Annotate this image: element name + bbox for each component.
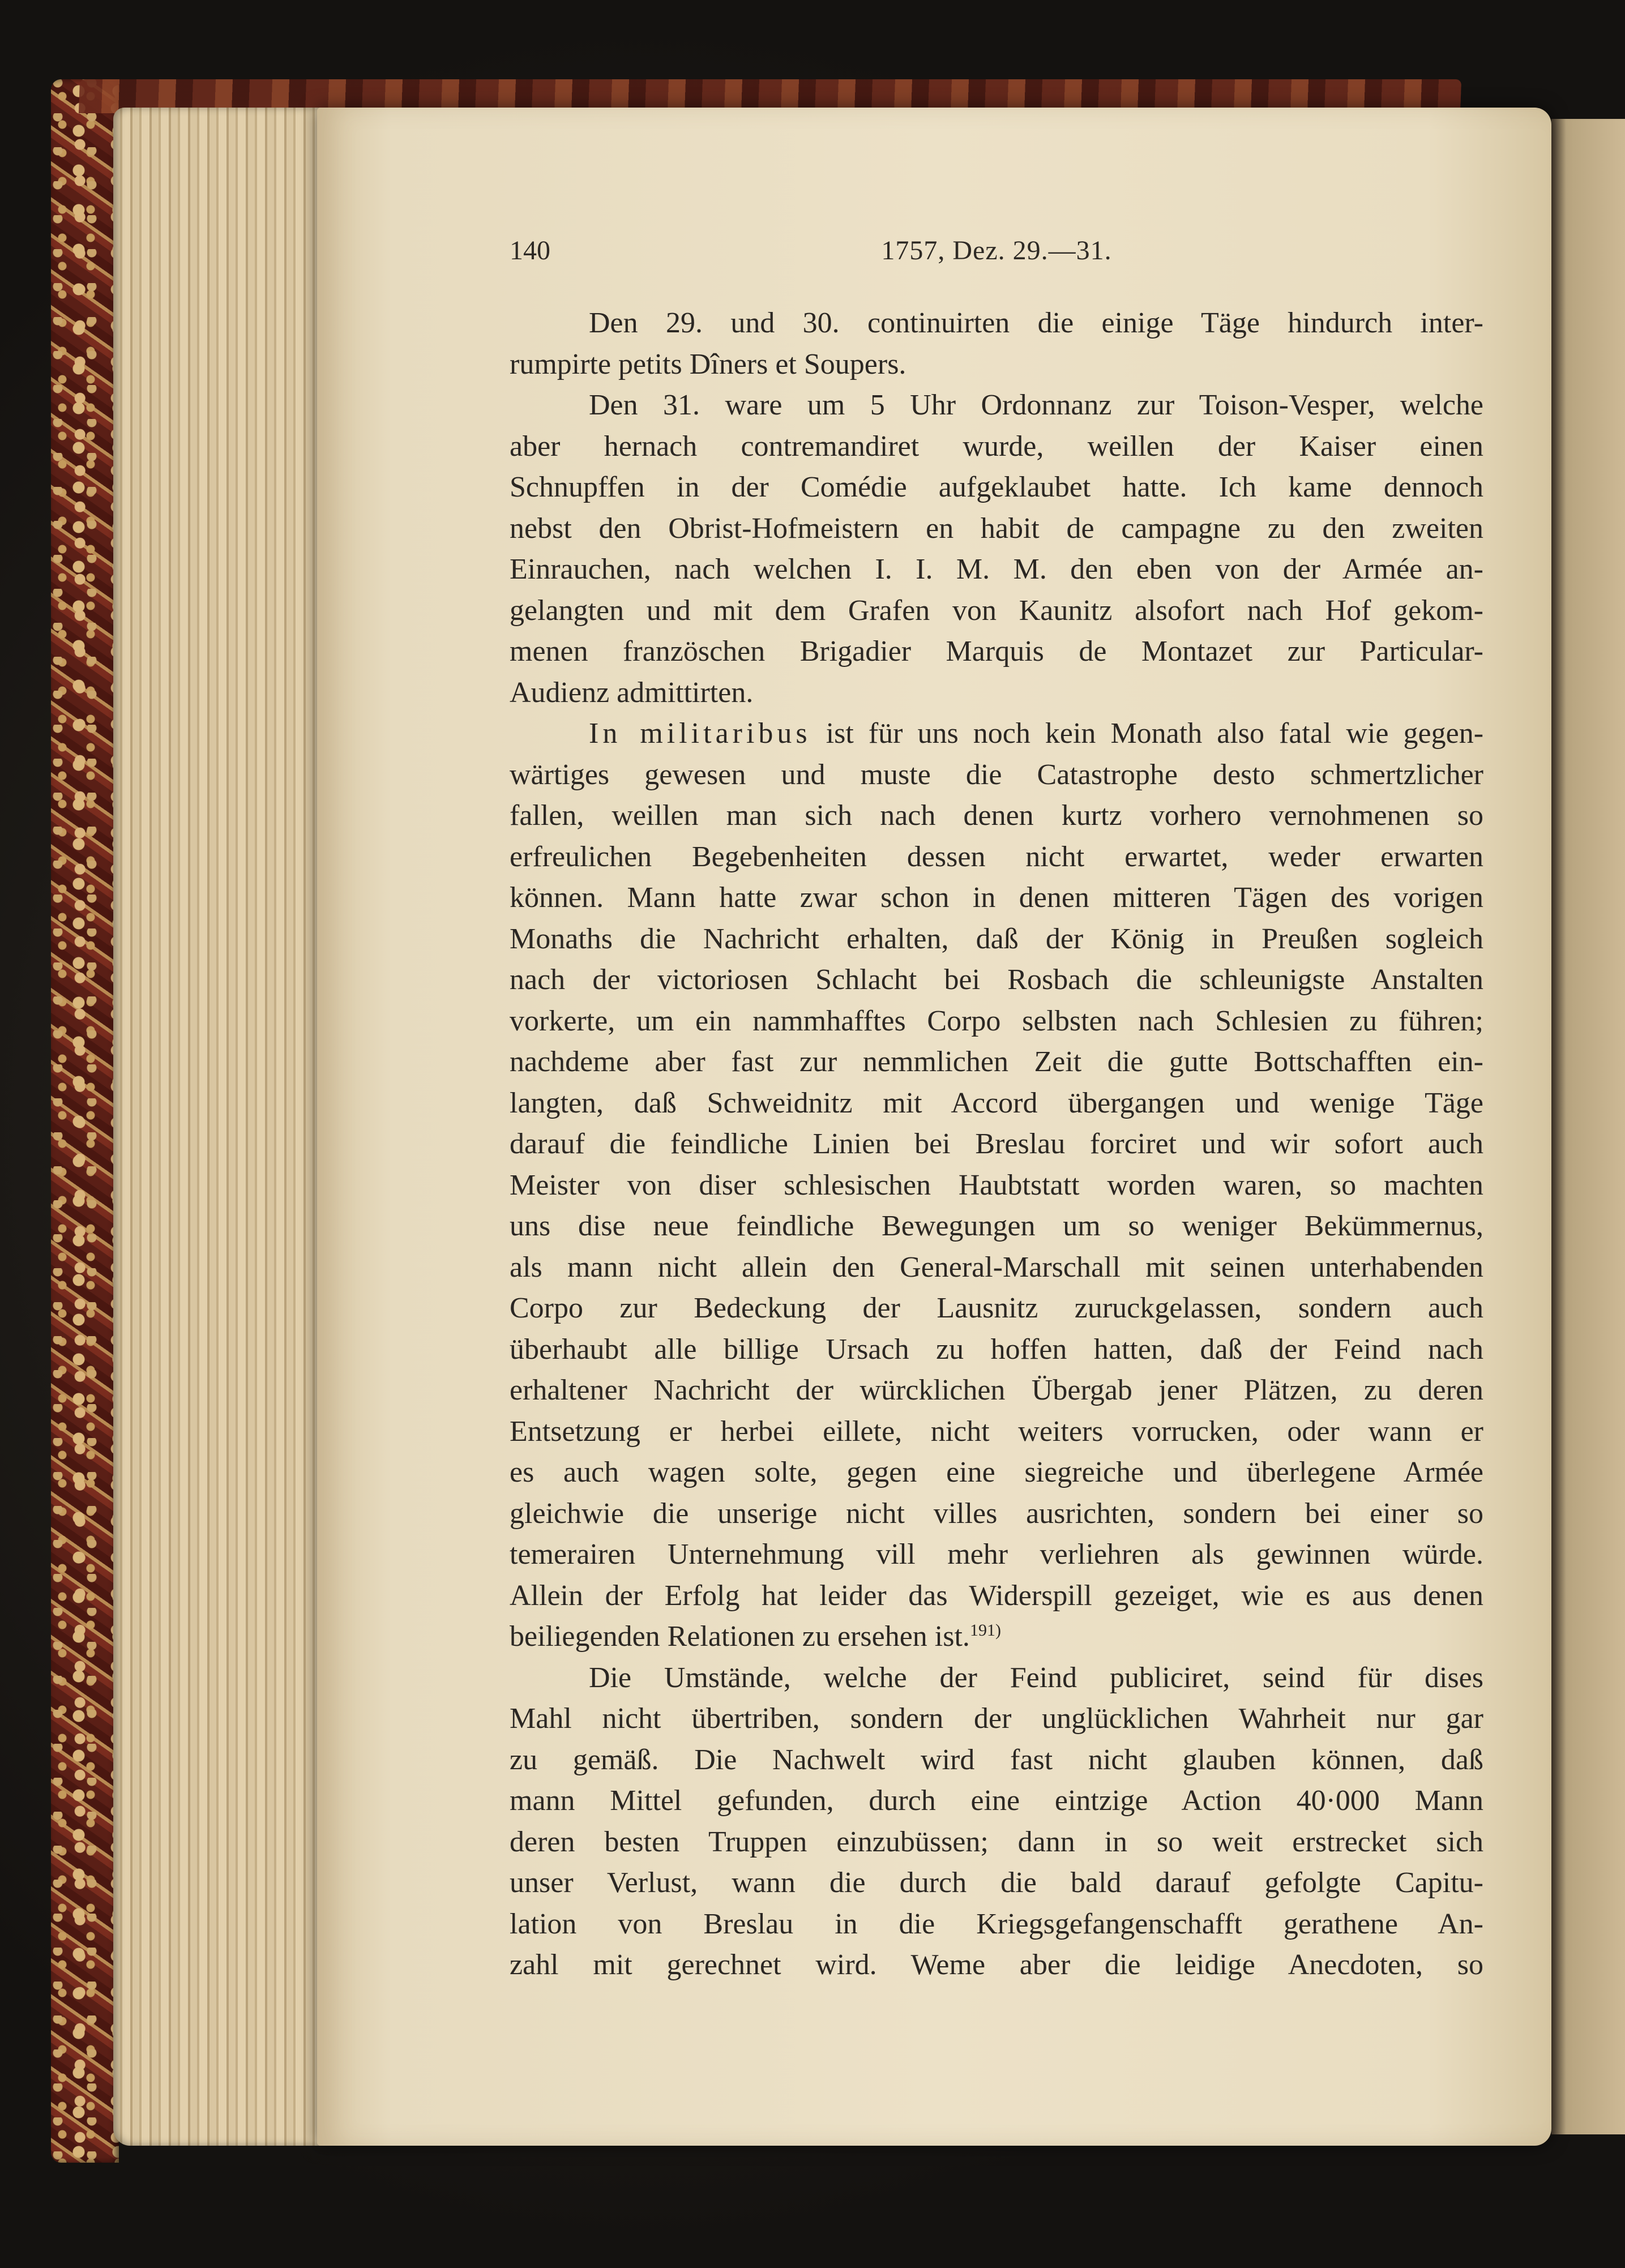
text-line: überhaubt alle billige Ursach zu hoffen hatten, daß der Feind nach [510, 1333, 1483, 1366]
text-line: Corpo zur Bedeckung der Lausnitz zuruckgelassen, sondern auch [510, 1292, 1483, 1324]
stacked-page-edges [113, 108, 328, 2146]
paragraph-2 [510, 385, 1483, 713]
text-line: rumpirte petits Dîners et Soupers. [510, 348, 906, 380]
text-line: temerairen Unternehmung vill mehr verliehren als gewinnen würde. [510, 1538, 1483, 1571]
text-line: menen französchen Brigadier Marquis de Montazet zur Particular- [510, 635, 1483, 667]
text-line: können. Mann hatte zwar schon in denen mitteren Tägen des vorigen [510, 881, 1483, 914]
text-line: aber hernach contremandiret wurde, weillen der Kaiser einen [510, 430, 1483, 463]
book-page [317, 108, 1551, 2146]
text-line: Allein der Erfolg hat leider das Widerspill gezeiget, wie es aus denen [510, 1579, 1483, 1612]
text-line: mann Mittel gefunden, durch eine eintzige Action 40·000 Mann [510, 1785, 1483, 1817]
spaced-emphasis: In militaribus [589, 717, 811, 750]
text-line [510, 713, 1483, 755]
page-header [510, 235, 1483, 280]
text-line: zahl mit gerechnet wird. Weme aber die leidige Anecdoten, so [510, 1949, 1483, 1981]
paragraph-4 [510, 1658, 1483, 1986]
text-line: Schnupffen in der Comédie aufgeklaubet hatte. Ich kame dennoch [510, 471, 1483, 503]
text-line: Meister von diser schlesischen Haubtstatt worden waren, so machten [510, 1169, 1483, 1201]
text-line: Monaths die Nachricht erhalten, daß der König in Preußen sogleich [510, 922, 1483, 955]
text-line: zu gemäß. Die Nachwelt wird fast nicht glauben können, daß [510, 1743, 1483, 1776]
text-line: Den 31. ware um 5 Uhr Ordonnanz zur Toison-Vesper, welche [589, 389, 1483, 421]
text-line: wärtiges gewesen und muste die Catastrophe desto schmertzlicher [510, 758, 1483, 791]
text-line-rest: ist für uns noch kein Monath also fatal wie gegen- [811, 717, 1484, 750]
text-line: Audienz admittirten. [510, 676, 754, 709]
text-line: als mann nicht allein den General-Marschall mit seinen unterhabenden [510, 1251, 1483, 1283]
text-line: darauf die feindliche Linien bei Breslau forciret und wir sofort auch [510, 1128, 1483, 1160]
text-line: erhaltener Nachricht der würcklichen Übergab jener Plätzen, zu deren [510, 1374, 1483, 1406]
adjacent-page-edge [1551, 119, 1625, 2134]
paragraph-1 [510, 303, 1483, 385]
book-cover-marbled [51, 79, 119, 2163]
text-line: Mahl nicht übertriben, sondern der unglücklichen Wahrheit nur gar [510, 1702, 1483, 1735]
text-line: gleichwie die unserige nicht villes ausrichten, sondern bei einer so [510, 1497, 1483, 1530]
text-line: Einrauchen, nach welchen I. I. M. M. den eben von der Armée an- [510, 553, 1483, 585]
text-line: nach der victoriosen Schlacht bei Rosbach die schleunigste Anstalten [510, 964, 1483, 996]
text-line: fallen, weillen man sich nach denen kurtz vorhero vernohmenen so [510, 799, 1483, 832]
text-line: Den 29. und 30. continuirten die einige Täge hindurch inter- [589, 307, 1483, 339]
footnote-reference: 191) [969, 1621, 1001, 1640]
running-head: 1757, Dez. 29.—31. [881, 236, 1112, 266]
text-line: uns dise neue feindliche Bewegungen um so weniger Bekümmernus, [510, 1210, 1483, 1242]
text-line: Entsetzung er herbei eillete, nicht weiters vorrucken, oder wann er [510, 1415, 1483, 1448]
text-line: langten, daß Schweidnitz mit Accord übergangen und wenige Täge [510, 1086, 1483, 1119]
page-number: 140 [510, 236, 550, 266]
text-line: unser Verlust, wann die durch die bald darauf gefolgte Capitu- [510, 1867, 1483, 1899]
text-line: Die Umstände, welche der Feind publiciret, seind für dises [589, 1661, 1483, 1694]
text-line-content: beiliegenden Relationen zu ersehen ist. [510, 1620, 970, 1653]
text-line: nachdeme aber fast zur nemmlichen Zeit die gutte Bottschafften ein- [510, 1046, 1483, 1078]
paragraph-3 [510, 713, 1483, 1658]
text-line: gelangten und mit dem Grafen von Kaunitz alsofort nach Hof gekom- [510, 594, 1483, 627]
text-line: deren besten Truppen einzubüssen; dann in so weit erstrecket sich [510, 1825, 1483, 1858]
text-line: erfreulichen Begebenheiten dessen nicht erwartet, weder erwarten [510, 840, 1483, 873]
text-line: nebst den Obrist-Hofmeistern en habit de campagne zu den zweiten [510, 512, 1483, 545]
text-line: es auch wagen solte, gegen eine siegreiche und überlegene Armée [510, 1456, 1483, 1488]
text-line [510, 1616, 1483, 1658]
text-line: lation von Breslau in die Kriegsgefangenschafft gerathene An- [510, 1907, 1483, 1940]
body-text [510, 303, 1483, 1986]
text-line: vorkerte, um ein nammhafftes Corpo selbsten nach Schlesien zu führen; [510, 1004, 1483, 1037]
